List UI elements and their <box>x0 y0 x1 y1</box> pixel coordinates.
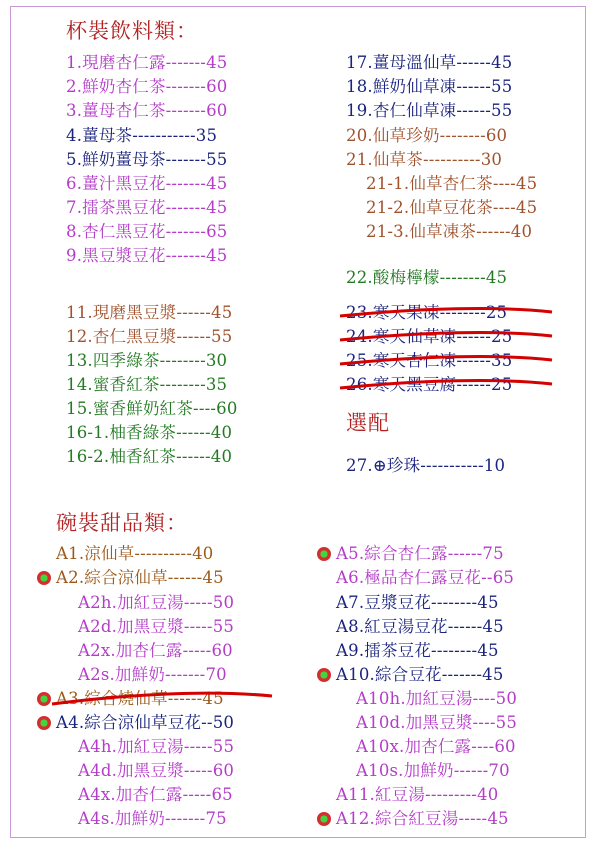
cup-drinks-title: 杯裝飲料類： <box>66 19 198 43</box>
menu-item: A8.紅豆湯豆花------45 <box>336 617 504 636</box>
menu-item: 2.鮮奶杏仁茶-------60 <box>66 77 228 96</box>
menu-item: 17.薑母溫仙草------45 <box>346 53 513 72</box>
recommended-dot-icon <box>37 692 51 706</box>
menu-item: A10d.加黑豆漿----55 <box>356 713 518 732</box>
menu-item-discontinued: 24.寒天仙草凍------25 <box>346 327 513 346</box>
menu-item: 8.杏仁黑豆花-------65 <box>66 222 228 241</box>
menu-item: 15.蜜香鮮奶紅茶----60 <box>66 399 238 418</box>
menu-item: 3.薑母杏仁茶-------60 <box>66 101 228 120</box>
menu-item: A4x.加杏仁露-----65 <box>78 785 233 804</box>
menu-item: 12.杏仁黑豆漿------55 <box>66 327 233 346</box>
menu-item: A4s.加鮮奶-------75 <box>78 809 227 828</box>
menu-item: A2x.加杏仁露-----60 <box>78 641 233 660</box>
menu-item: A5.綜合杏仁露------75 <box>336 544 504 563</box>
menu-item-discontinued: 26.寒天黑豆腐------25 <box>346 375 513 394</box>
menu-item: 14.蜜香紅茶--------35 <box>66 375 228 394</box>
menu-item: 1.現磨杏仁露-------45 <box>66 53 228 72</box>
menu-item: A2.綜合涼仙草------45 <box>56 568 224 587</box>
menu-item: 9.黑豆漿豆花-------45 <box>66 246 228 265</box>
menu-item: 20.仙草珍奶--------60 <box>346 126 508 145</box>
menu-item: 19.杏仁仙草凍------55 <box>346 101 513 120</box>
menu-item: A2s.加鮮奶-------70 <box>78 665 227 684</box>
menu-item: A4d.加黑豆漿-----60 <box>78 761 235 780</box>
menu-item: 21-3.仙草凍茶------40 <box>366 222 533 241</box>
menu-item: 11.現磨黑豆漿------45 <box>66 303 233 322</box>
menu-item: 7.擂茶黑豆花-------45 <box>66 198 228 217</box>
bowl-desserts-title: 碗裝甜品類： <box>56 511 188 535</box>
menu-item: 13.四季綠茶--------30 <box>66 351 228 370</box>
menu-item: A2h.加紅豆湯-----50 <box>78 593 235 612</box>
menu-item: A2d.加黑豆漿-----55 <box>78 617 235 636</box>
menu-item: 27.⊕珍珠-----------10 <box>346 456 506 475</box>
menu-item: 21.仙草茶----------30 <box>346 150 503 169</box>
recommended-dot-icon <box>317 547 331 561</box>
menu-item: A11.紅豆湯---------40 <box>336 785 499 804</box>
menu-item: 4.薑母茶-----------35 <box>66 126 218 145</box>
menu-item: 21-1.仙草杏仁茶----45 <box>366 174 538 193</box>
menu-item: 18.鮮奶仙草凍------55 <box>346 77 513 96</box>
menu-item: A7.豆漿豆花--------45 <box>336 593 499 612</box>
menu-item: 16-2.柚香紅茶------40 <box>66 447 233 466</box>
menu-item: A4.綜合涼仙草豆花--50 <box>56 713 235 732</box>
menu-item: A10x.加杏仁露----60 <box>356 737 516 756</box>
menu-item: A12.綜合紅豆湯-----45 <box>336 809 509 828</box>
recommended-dot-icon <box>317 668 331 682</box>
menu-item-discontinued: 25.寒天杏仁凍------35 <box>346 351 513 370</box>
recommended-dot-icon <box>37 571 51 585</box>
addon-title: 選配 <box>346 411 390 435</box>
menu-item: A4h.加紅豆湯-----55 <box>78 737 235 756</box>
menu-item: 22.酸梅檸檬--------45 <box>346 268 508 287</box>
menu-item: A10.綜合豆花-------45 <box>336 665 504 684</box>
menu-item: A10h.加紅豆湯----50 <box>356 689 518 708</box>
menu-item: 16-1.柚香綠茶------40 <box>66 423 233 442</box>
menu-item: 6.薑汁黑豆花-------45 <box>66 174 228 193</box>
menu-item: A9.擂茶豆花--------45 <box>336 641 499 660</box>
recommended-dot-icon <box>37 716 51 730</box>
menu-item: 5.鮮奶薑母茶-------55 <box>66 150 228 169</box>
menu-item: A1.涼仙草----------40 <box>56 544 214 563</box>
menu-item-discontinued: 23.寒天果凍--------25 <box>346 303 508 322</box>
menu-item: A10s.加鮮奶------70 <box>356 761 510 780</box>
menu-item-discontinued: A3.綜合燒仙草------45 <box>56 689 224 708</box>
menu-item: 21-2.仙草豆花茶----45 <box>366 198 538 217</box>
recommended-dot-icon <box>317 812 331 826</box>
menu-item: A6.極品杏仁露豆花--65 <box>336 568 515 587</box>
